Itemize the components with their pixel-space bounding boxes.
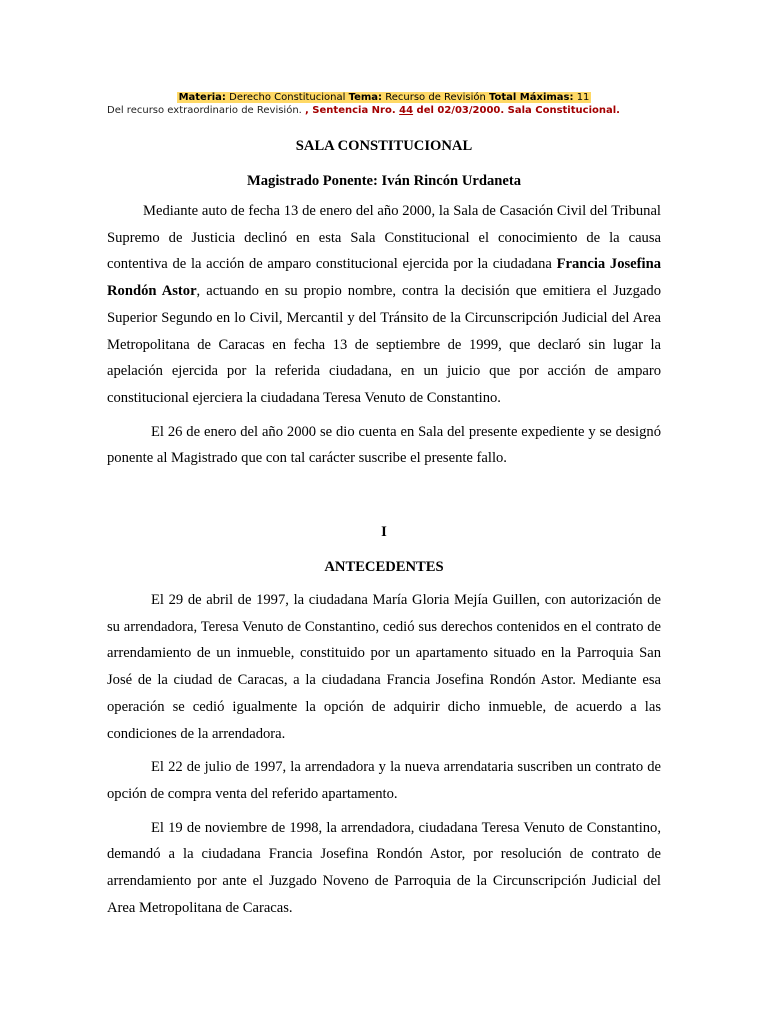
paragraph-demanda: El 19 de noviembre de 1998, la arrendadora, ciudadana Teresa Venuto de Constantino, demandó a la ciudadana Francia Josefina Rondón Astor, por resolución de contrato de arrendamiento por ante el Juzgado Noveno de Parroquia de la Circunscripción Judicial del Area Metropolitana de Caracas. <box>107 819 661 916</box>
paragraph-auto <box>107 198 661 412</box>
sentencia-number-link[interactable]: 44 <box>399 105 414 116</box>
materia-label: Materia: <box>178 92 226 103</box>
magistrado-ponente: Magistrado Ponente: Iván Rincón Urdaneta <box>246 173 522 189</box>
party-name: Francia Josefina Rondón Astor <box>107 256 661 300</box>
source-prefix: Del recurso extraordinario de Revisión. <box>107 105 306 116</box>
paragraph-auto-text-before: Mediante auto de fecha 13 de enero del año 2000, la Sala de Casación Civil del Tribunal Supremo de Justicia declinó en esta Sala Constitucional el conocimiento de la causa contentiva de la acción de amparo constitucional ejercida por la ciudadana <box>107 203 661 273</box>
section-number: I <box>381 524 387 541</box>
sentencia-suffix: del 02/03/2000. Sala Constitucional. <box>413 105 620 116</box>
paragraph-auto-text-after: , actuando en su propio nombre, contra la decisión que emitiera el Juzgado Superior Segundo en lo Civil, Mercantil y del Tránsito de la Circunscripción Judicial del Area Metropolitana de Caracas en fecha 13 de septiembre de 1999, que declaró sin lugar la apelación ejercida por la referida ciudadana, en un juicio que por acción de amparo constitucional ejerciera la ciudadana Teresa Venuto de Constantino. <box>107 283 661 406</box>
document-body <box>107 134 661 921</box>
court-title: SALA CONSTITUCIONAL <box>295 138 473 154</box>
section-title: ANTECEDENTES <box>324 559 444 576</box>
metadata-highlight <box>177 92 592 103</box>
total-maximas-value: 11 <box>576 92 590 103</box>
sentencia-prefix: , Sentencia Nro. <box>305 105 400 116</box>
metadata-bar <box>0 91 768 104</box>
source-reference <box>107 104 667 117</box>
tema-value: Recurso de Revisión <box>385 92 486 103</box>
total-maximas-label: Total Máximas: <box>489 92 574 103</box>
paragraph-cuenta: El 26 de enero del año 2000 se dio cuenta en Sala del presente expediente y se designó ponente al Magistrado que con tal carácter suscribe el presente fallo. <box>107 423 661 467</box>
paragraph-opcion-compra: El 22 de julio de 1997, la arrendadora y la nueva arrendataria suscriben un contrato de opción de compra venta del referido apartamento. <box>107 759 661 802</box>
tema-label: Tema: <box>348 92 383 103</box>
materia-value: Derecho Constitucional <box>229 92 346 103</box>
paragraph-cesion: El 29 de abril de 1997, la ciudadana María Gloria Mejía Guillen, con autorización de su arrendadora, Teresa Venuto de Constantino, cedió sus derechos contenidos en el contrato de arrendamiento de un inmueble, constituido por un apartamento situado en la Parroquia San José de la ciudad de Caracas, a la ciudadana Francia Josefina Rondón Astor. Mediante esa operación se cedió igualmente la opción de adquirir dicho inmueble, de acuerdo a las condiciones de la arrendadora. <box>107 592 661 742</box>
